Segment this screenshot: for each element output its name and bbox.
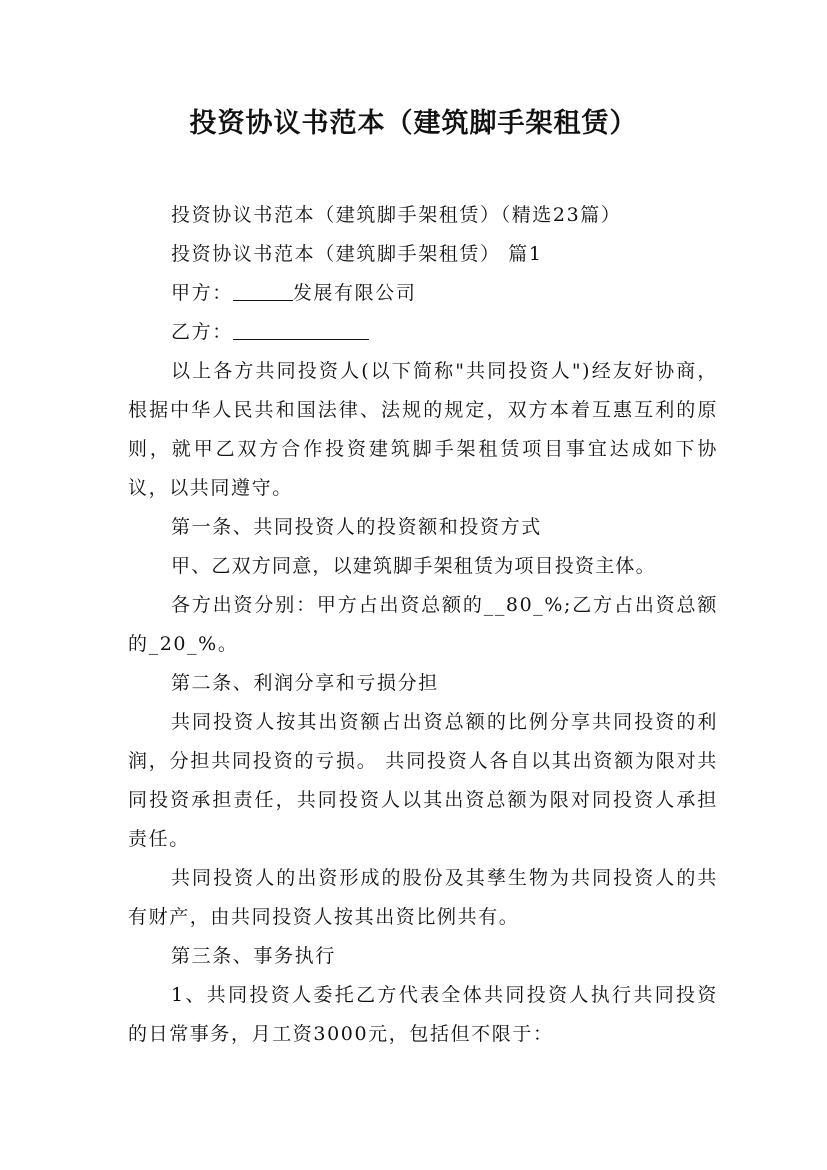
article-3-paragraph-1: 1、共同投资人委托乙方代表全体共同投资人执行共同投资的日常事务，月工资3000元，包括但不限于： [128, 984, 718, 1045]
article-1-paragraph-1: 甲、乙双方同意，以建筑脚手架租赁为项目投资主体。 [171, 555, 656, 577]
party-b-line [128, 313, 718, 352]
party-a-blank [233, 276, 293, 301]
document-subtitle: 投资协议书范本（建筑脚手架租赁）（精选23篇） [171, 204, 622, 226]
intro-paragraph: 以上各方共同投资人(以下简称"共同投资人")经友好协商，根据中华人民共和国法律、法规的规定，双方本着互惠互利的原则，就甲乙双方合作投资建筑脚手架租赁项目事宜达成如下协议，以共同遵守。 [128, 360, 718, 499]
document-body [128, 196, 718, 1054]
party-b-blank [233, 315, 369, 340]
section-heading: 投资协议书范本（建筑脚手架租赁） 篇1 [171, 243, 543, 265]
article-1-paragraph-2: 各方出资分别：甲方占出资总额的__80_%;乙方占出资总额的_20_%。 [128, 594, 718, 655]
party-a-value: 发展有限公司 [292, 282, 417, 304]
party-a-label: 甲方： [171, 282, 233, 304]
article-2-heading: 第二条、利润分享和亏损分担 [171, 672, 439, 694]
party-a-line [128, 274, 718, 313]
article-2-paragraph-1: 共同投资人按其出资额占出资总额的比例分享共同投资的利润，分担共同投资的亏损。 共同投资人各自以其出资额为限对共同投资承担责任，共同投资人以其出资总额为限对同投资人承担责任。 [128, 711, 718, 850]
article-1-heading: 第一条、共同投资人的投资额和投资方式 [171, 516, 542, 538]
article-2-paragraph-2: 共同投资人的出资形成的股份及其孳生物为共同投资人的共有财产，由共同投资人按其出资比例共有。 [128, 867, 718, 928]
party-b-label: 乙方： [171, 321, 233, 343]
article-3-heading: 第三条、事务执行 [171, 945, 336, 967]
document-title: 投资协议书范本（建筑脚手架租赁） [189, 108, 638, 139]
